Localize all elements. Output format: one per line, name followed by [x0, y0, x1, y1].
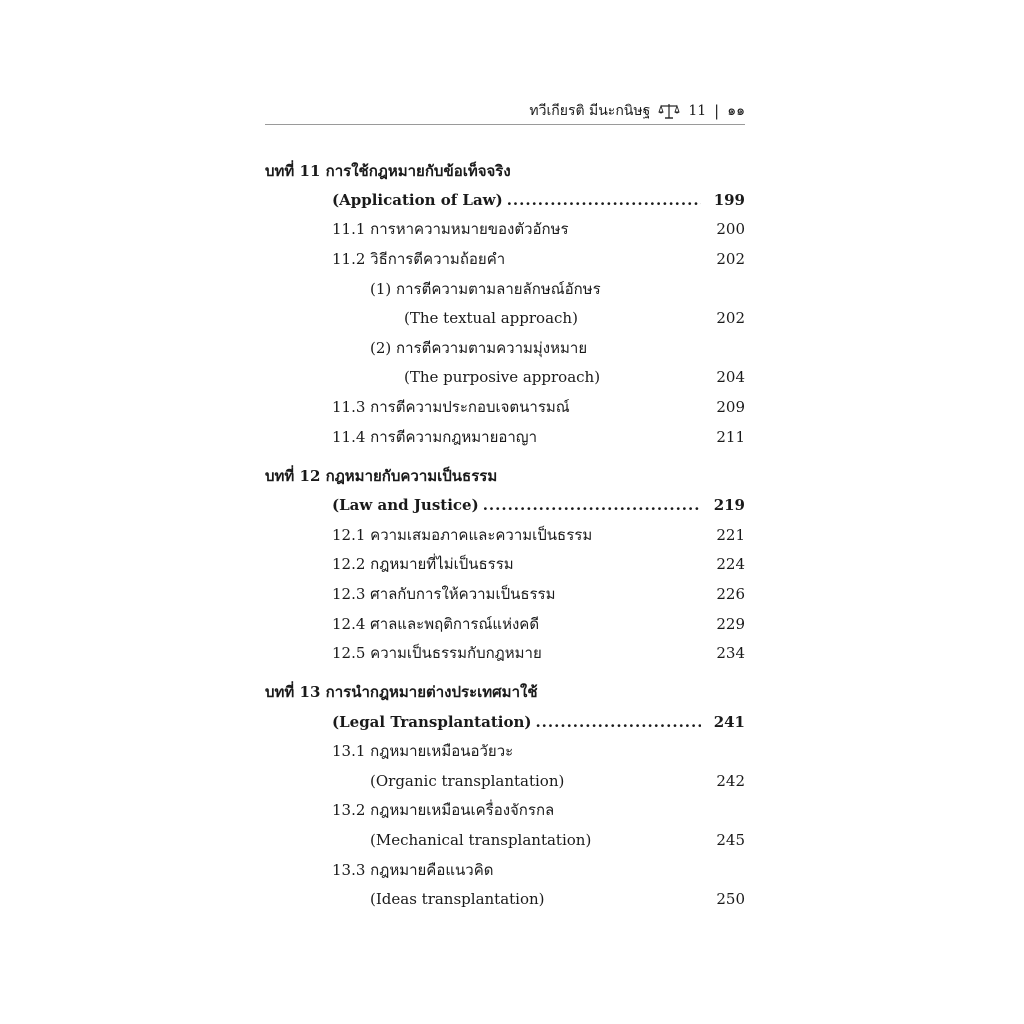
header-separator: |	[714, 102, 720, 120]
toc-page-number: 219	[713, 496, 745, 515]
toc-entry[interactable]	[265, 392, 745, 422]
toc-entry[interactable]	[265, 363, 745, 393]
toc-entry-label: (Legal Transplantation)	[332, 712, 532, 731]
running-header	[265, 100, 745, 125]
toc-page-number: 226	[716, 584, 745, 603]
chapter-title: กฎหมายกับความเป็นธรรม	[325, 466, 498, 485]
toc-page-number: 224	[716, 555, 745, 574]
toc-entry[interactable]	[265, 422, 745, 452]
toc-entry[interactable]	[265, 274, 745, 304]
toc-entry-label: 11.3 การตีความประกอบเจตนารมณ์	[332, 397, 570, 416]
toc-entry[interactable]	[265, 579, 745, 609]
header-right	[529, 100, 745, 122]
toc-entry-label: 11.2 วิธีการตีความถ้อยคำ	[332, 249, 506, 268]
toc-page-number: 234	[716, 644, 745, 663]
toc-entry-label: 12.1 ความเสมอภาคและความเป็นธรรม	[332, 525, 593, 544]
dot-leader	[535, 713, 701, 731]
toc-entry-label: (Law and Justice)	[332, 496, 479, 515]
toc-entry[interactable]	[265, 609, 745, 639]
chapter-heading	[265, 156, 745, 185]
toc-entry[interactable]	[265, 333, 745, 363]
toc-page-number: 211	[716, 427, 745, 446]
chapter-title: การนำกฎหมายต่างประเทศมาใช้	[325, 683, 538, 702]
toc-entry-label: 13.3 กฎหมายคือแนวคิด	[332, 860, 494, 879]
toc-entry[interactable]	[265, 490, 745, 520]
toc-entry-label: 11.1 การหาความหมายของตัวอักษร	[332, 220, 569, 239]
chapter-title: การใช้กฎหมายกับข้อเท็จจริง	[325, 161, 511, 180]
author-name: ทวีเกียรติ มีนะกนิษฐ	[529, 103, 651, 119]
chapter-section	[265, 678, 745, 914]
chapter-heading	[265, 678, 745, 707]
toc-page-number: 199	[713, 190, 745, 209]
toc-entry-label: (Ideas transplantation)	[370, 890, 545, 909]
toc-page-number: 245	[716, 831, 745, 850]
toc-entry-label: (Application of Law)	[332, 190, 503, 209]
toc-entry[interactable]	[265, 796, 745, 826]
toc-entry-label: (1) การตีความตามลายลักษณ์อักษร	[370, 279, 601, 298]
toc-page-number: 241	[713, 712, 745, 731]
chapter-section	[265, 156, 745, 451]
toc-entry-label: 12.4 ศาลและพฤติการณ์แห่งคดี	[332, 614, 540, 633]
chapter-heading	[265, 461, 745, 490]
toc-entry[interactable]	[265, 825, 745, 855]
toc-entry-label: 11.4 การตีความกฎหมายอาญา	[332, 427, 538, 446]
toc-entry[interactable]	[265, 737, 745, 767]
toc-page-number: 242	[716, 771, 745, 790]
toc-entry-label: 12.5 ความเป็นธรรมกับกฎหมาย	[332, 644, 542, 663]
dot-leader	[483, 496, 701, 514]
toc-entry[interactable]	[265, 638, 745, 668]
chapter-number: บทที่ 11	[265, 161, 321, 180]
toc-entry-label: 12.2 กฎหมายที่ไม่เป็นธรรม	[332, 555, 514, 574]
toc-entry[interactable]	[265, 520, 745, 550]
page-number-arabic: 11	[688, 103, 707, 119]
toc-page-number: 250	[716, 890, 745, 909]
toc-entry-label: 13.2 กฎหมายเหมือนเครื่องจักรกล	[332, 801, 555, 820]
toc-page-number: 204	[716, 368, 745, 387]
toc-entry-label: 12.3 ศาลกับการให้ความเป็นธรรม	[332, 584, 556, 603]
toc-page-number: 209	[716, 397, 745, 416]
toc-entry-label: (Organic transplantation)	[370, 771, 565, 790]
toc-entry[interactable]	[265, 550, 745, 580]
toc-page-number: 200	[716, 220, 745, 239]
chapter-section	[265, 461, 745, 668]
toc-page-number: 229	[716, 614, 745, 633]
toc-entry[interactable]	[265, 185, 745, 215]
toc-entry-label: (The purposive approach)	[404, 368, 601, 387]
scales-of-justice-icon	[658, 102, 680, 120]
toc-entry-label: (Mechanical transplantation)	[370, 831, 592, 850]
toc-page-number: 202	[716, 249, 745, 268]
toc-entry[interactable]	[265, 855, 745, 885]
toc-entry-label: (The textual approach)	[404, 309, 578, 328]
toc-entry[interactable]	[265, 215, 745, 245]
toc-entry[interactable]	[265, 303, 745, 333]
toc-entry-label: (2) การตีความตามความมุ่งหมาย	[370, 338, 588, 357]
toc-page-number: 202	[716, 309, 745, 328]
table-of-contents	[265, 156, 745, 924]
toc-entry-label: 13.1 กฎหมายเหมือนอวัยวะ	[332, 742, 514, 761]
toc-page-number: 221	[716, 525, 745, 544]
toc-entry[interactable]	[265, 707, 745, 737]
chapter-number: บทที่ 12	[265, 466, 321, 485]
toc-entry[interactable]	[265, 244, 745, 274]
chapter-number: บทที่ 13	[265, 683, 321, 702]
dot-leader	[507, 191, 701, 209]
toc-entry[interactable]	[265, 766, 745, 796]
page-number-thai: ๑๑	[727, 103, 745, 119]
toc-entry[interactable]	[265, 884, 745, 914]
